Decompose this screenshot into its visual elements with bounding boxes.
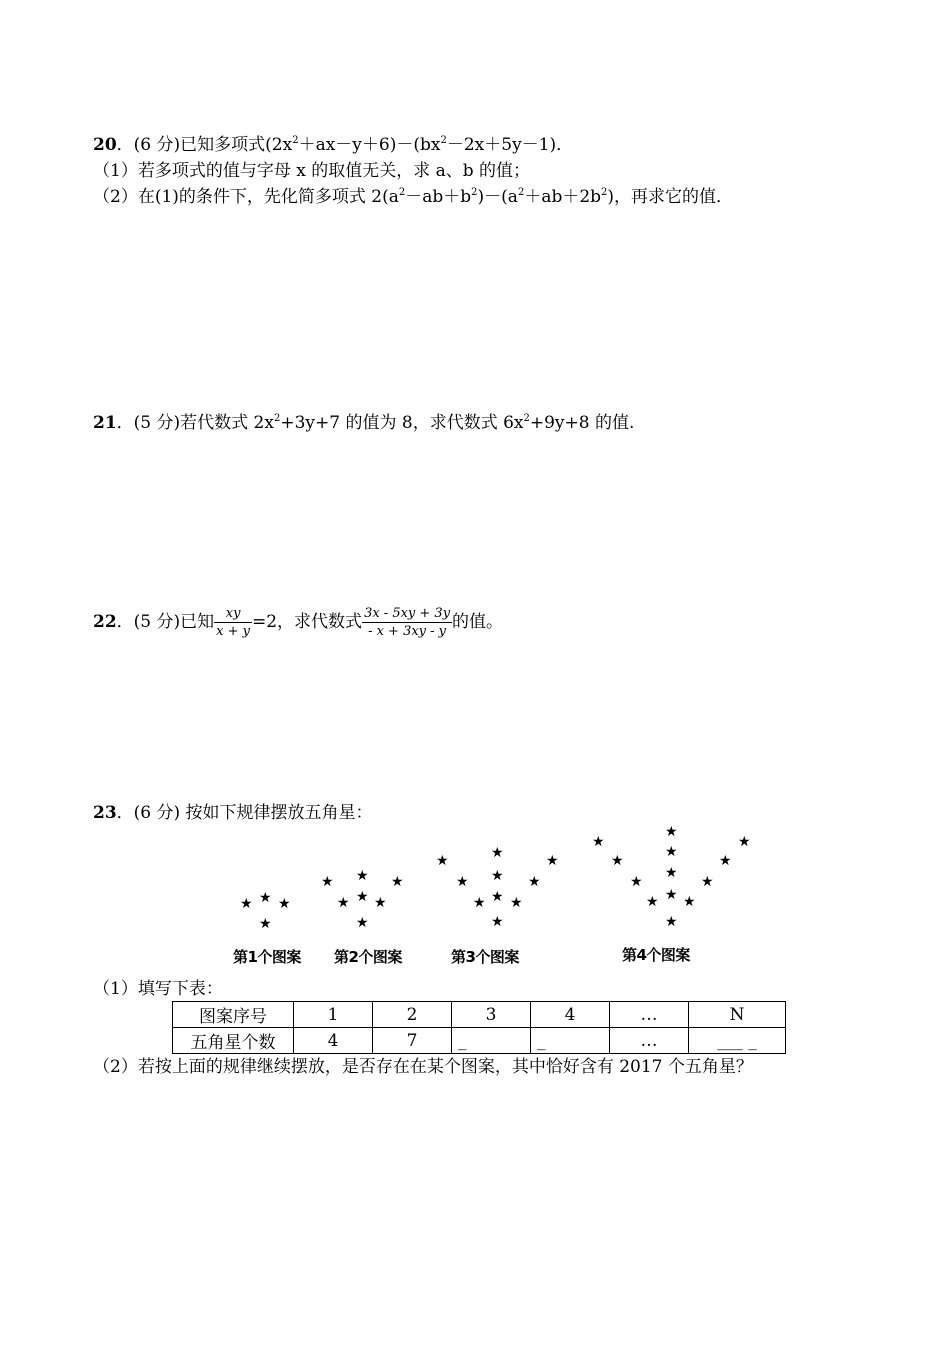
q20-part2: （2）在(1)的条件下，先化简多项式 $2(a^2-ab+b^2)-(a^2+ab+2b^2)$，再求它的值． xyxy=(93,187,734,207)
pattern-caption: 第1个图案 xyxy=(233,948,301,966)
table-cell: 五角星个数 xyxy=(173,1028,294,1054)
star-icon: ★ xyxy=(374,895,387,911)
pattern-caption: 第2个图案 xyxy=(334,948,402,966)
star-icon: ★ xyxy=(546,853,559,869)
table-cell: 图案序号 xyxy=(173,1002,294,1028)
q21-number: 21 xyxy=(93,413,117,433)
star-icon: ★ xyxy=(611,853,624,869)
star-icon: ★ xyxy=(719,853,732,869)
fraction-xy: $\frac{xy}{x + y}$ xyxy=(216,606,250,639)
pattern-caption: 第4个图案 xyxy=(622,946,690,964)
star-icon: ★ xyxy=(592,834,605,850)
star-icon: ★ xyxy=(683,894,696,910)
q23-title: 23．(6 分) 按如下规律摆放五角星： xyxy=(93,803,373,823)
star-icon: ★ xyxy=(665,824,678,840)
star-icon: ★ xyxy=(240,896,253,912)
star-icon: ★ xyxy=(528,874,541,890)
q20-part1: （1）若多项式的值与字母 x 的取值无关，求 a、b 的值； xyxy=(93,161,531,181)
table-cell: N xyxy=(689,1002,786,1028)
fraction-expression: $\frac{3x - 5xy + 3y}{- x + 3xy - y}$ xyxy=(364,606,451,639)
star-icon: ★ xyxy=(491,845,504,861)
star-icon: ★ xyxy=(321,874,334,890)
star-icon: ★ xyxy=(665,844,678,860)
star-icon: ★ xyxy=(491,889,504,905)
star-icon: ★ xyxy=(391,874,404,890)
star-icon: ★ xyxy=(356,889,369,905)
star-icon: ★ xyxy=(665,865,678,881)
q20-title: 20．(6 分)已知多项式$(2x^2+ax-y+6)-(bx^2-2x+5y-1)$． xyxy=(93,135,574,155)
q23-part2: （2）若按上面的规律继续摆放，是否存在在某个图案，其中恰好含有 2017 个五角星？ xyxy=(93,1057,753,1077)
star-icon: ★ xyxy=(337,895,350,911)
star-icon: ★ xyxy=(259,916,272,932)
q22-text: 22．(5 分)已知 $\frac{xy}{x + y}$ =2，求代数式 $\frac{3x - 5xy + 3y}{- x + 3xy - y}$ 的值。 xyxy=(93,606,504,639)
table-row xyxy=(173,1002,786,1028)
table-cell: 2 xyxy=(373,1002,452,1028)
star-icon: ★ xyxy=(510,895,523,911)
table-cell: 3 xyxy=(452,1002,531,1028)
q23-part1: （1）填写下表： xyxy=(93,979,223,999)
star-icon: ★ xyxy=(738,834,751,850)
pattern-caption: 第3个图案 xyxy=(451,948,519,966)
star-icon: ★ xyxy=(630,874,643,890)
star-count-table xyxy=(172,1001,786,1054)
star-icon: ★ xyxy=(646,894,659,910)
q21-text: 21．(5 分)若代数式 $2x^2+3y+7$ 的值为 8，求代数式 $6x^2+9y+8$ 的值. xyxy=(93,413,635,433)
star-icon: ★ xyxy=(701,874,714,890)
table-cell: … xyxy=(610,1028,689,1054)
star-icon: ★ xyxy=(491,868,504,884)
star-icon: ★ xyxy=(665,887,678,903)
q23-number: 23 xyxy=(93,803,117,823)
table-cell: … xyxy=(610,1002,689,1028)
table-cell: 4 xyxy=(294,1028,373,1054)
star-icon: ★ xyxy=(278,896,291,912)
star-icon: ★ xyxy=(259,890,272,906)
star-icon: ★ xyxy=(491,914,504,930)
star-icon: ★ xyxy=(665,914,678,930)
table-row xyxy=(173,1028,786,1054)
table-cell: 7 xyxy=(373,1028,452,1054)
table-cell: 4 xyxy=(531,1002,610,1028)
table-cell: _ xyxy=(452,1028,531,1054)
table-cell: ___ _ xyxy=(689,1028,786,1054)
q20-number: 20 xyxy=(93,135,117,155)
q22-number: 22 xyxy=(93,612,117,632)
star-icon: ★ xyxy=(473,895,486,911)
star-icon: ★ xyxy=(456,874,469,890)
star-icon: ★ xyxy=(356,868,369,884)
star-icon: ★ xyxy=(436,853,449,869)
star-icon: ★ xyxy=(356,915,369,931)
table-cell: 1 xyxy=(294,1002,373,1028)
table-cell: _ xyxy=(531,1028,610,1054)
